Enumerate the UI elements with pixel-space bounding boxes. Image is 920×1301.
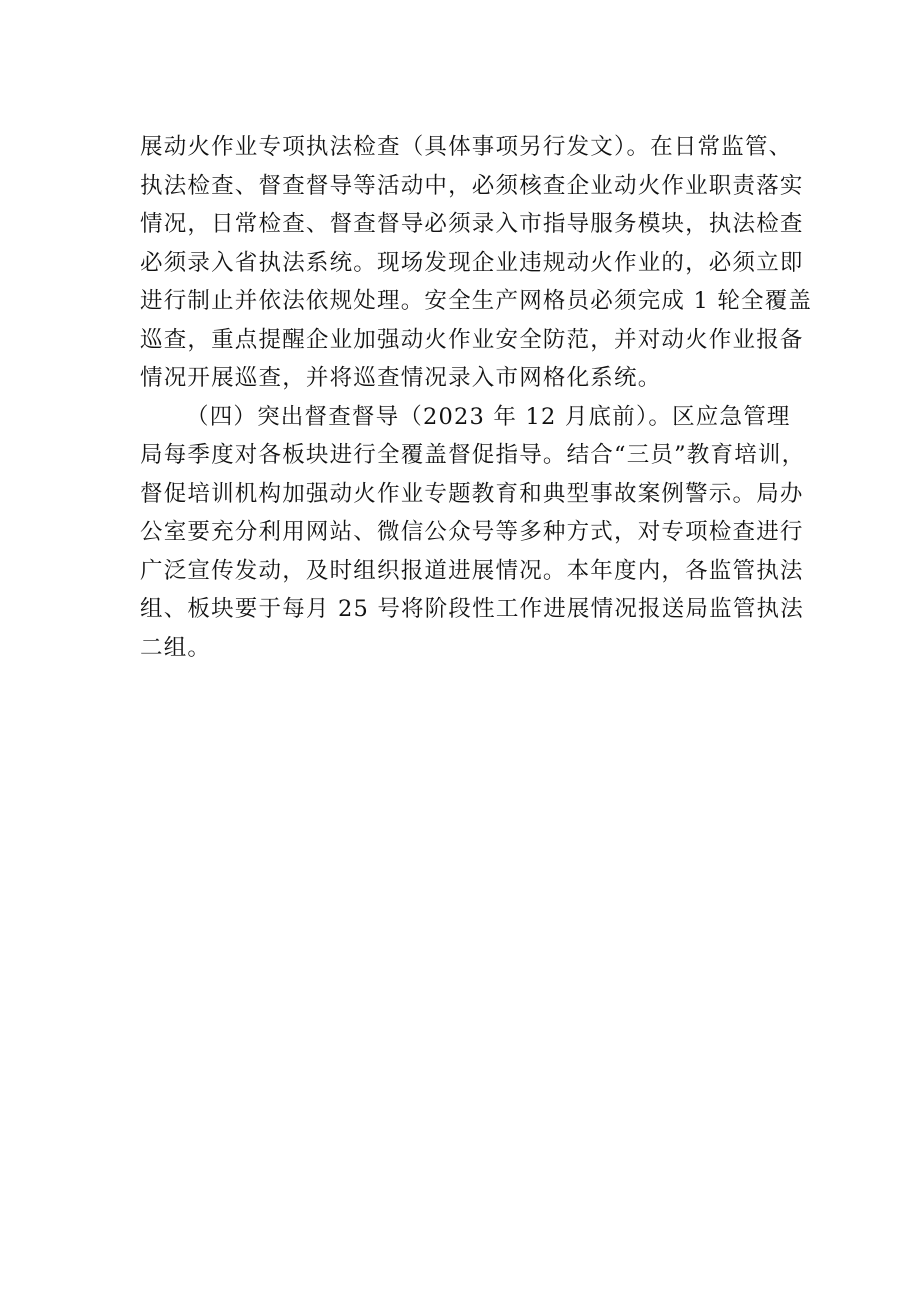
text-line: 局每季度对各板块进行全覆盖督促指导。结合“三员”教育培训， (140, 442, 806, 468)
text-line: 进行制止并依法依规处理。安全生产网格员必须完成 1 轮全覆盖 (140, 288, 813, 314)
text-line: 展动火作业专项执法检查（具体事项另行发文）。在日常监管、 (140, 134, 793, 160)
text-line: （四）突出督查督导（2023 年 12 月底前）。区应急管理 (186, 403, 791, 430)
text-line: 组、板块要于每月 25 号将阶段性工作进展情况报送局监管执法 (140, 596, 804, 622)
text-line: 二组。 (140, 634, 212, 661)
text-line: 公室要充分利用网站、微信公众号等多种方式，对专项检查进行 (140, 519, 804, 545)
text-line: 情况开展巡查，并将巡查情况录入市网格化系统。 (140, 365, 662, 391)
text-line: 督促培训机构加强动火作业专题教育和典型事故案例警示。局办 (140, 480, 804, 507)
text-line: 广泛宣传发动，及时组织报道进展情况。本年度内，各监管执法 (140, 557, 804, 584)
text-line (140, 667, 800, 706)
body-text (140, 128, 813, 706)
text-line: 巡查，重点提醒企业加强动火作业安全防范，并对动火作业报备 (140, 326, 804, 353)
text-line: 必须录入省执法系统。现场发现企业违规动火作业的，必须立即 (140, 249, 804, 276)
text-line: 情况，日常检查、督查督导必须录入市指导服务模块，执法检查 (140, 211, 804, 237)
paragraph-1 (140, 128, 813, 398)
text-line: 执法检查、督查督导等活动中，必须核查企业动火作业职责落实 (140, 172, 804, 199)
paragraph-2 (140, 398, 806, 706)
